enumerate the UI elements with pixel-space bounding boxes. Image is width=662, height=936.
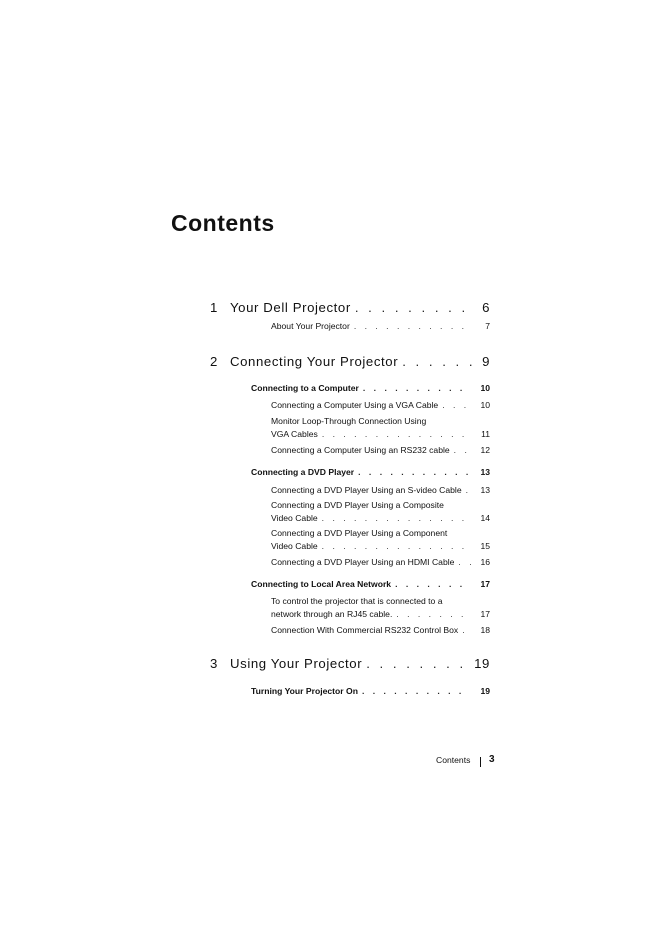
dot-leader — [442, 399, 472, 412]
section-title: Connecting a DVD Player — [251, 467, 355, 477]
chapter-title: Connecting Your Projector — [230, 354, 399, 369]
dot-leader — [362, 686, 470, 696]
section-title: Connecting to Local Area Network — [251, 579, 392, 589]
page-number: 11 — [481, 429, 490, 439]
page-number: 17 — [480, 579, 490, 589]
chapter-number: 1 — [210, 300, 218, 315]
dot-leader — [395, 579, 470, 589]
page-number: 10 — [480, 400, 490, 410]
footer-page-number: 3 — [489, 754, 495, 765]
dot-leader — [363, 383, 470, 393]
subsection-title: Connecting a Computer Using an RS232 cable — [271, 445, 450, 455]
page-number: 9 — [482, 354, 490, 369]
page-number: 14 — [480, 513, 490, 523]
page-title: Contents — [171, 210, 275, 236]
toc-subsection[interactable] — [271, 499, 490, 525]
toc-section[interactable] — [251, 467, 490, 477]
chapter-number: 3 — [210, 656, 218, 671]
dot-leader — [458, 556, 472, 569]
subsection-title: About Your Projector — [271, 321, 350, 331]
toc-section[interactable] — [251, 383, 490, 393]
page-number: 7 — [485, 321, 490, 331]
page-number: 18 — [480, 625, 490, 635]
dot-leader — [355, 300, 472, 315]
subsection-title: Video Cable — [271, 513, 318, 523]
page-number: 17 — [480, 609, 490, 619]
subsection-title: Connecting a Computer Using a VGA Cable — [271, 400, 439, 410]
page-number: 13 — [480, 485, 490, 495]
toc-subsection[interactable] — [271, 556, 490, 569]
page-number: 13 — [480, 467, 490, 477]
toc-chapter[interactable] — [210, 354, 490, 369]
dot-leader — [322, 512, 472, 525]
toc-subsection[interactable] — [271, 415, 490, 441]
chapter-title: Your Dell Projector — [230, 300, 351, 315]
subsection-title: Connecting a DVD Player Using an S-video Cable — [271, 485, 462, 495]
toc-subsection[interactable] — [271, 320, 490, 333]
toc-section[interactable] — [251, 579, 490, 589]
subsection-title: network through an RJ45 cable. — [271, 609, 393, 619]
toc-chapter[interactable] — [210, 300, 490, 315]
dot-leader — [454, 444, 472, 457]
toc-subsection[interactable] — [271, 595, 490, 621]
subsection-title-line: Monitor Loop-Through Connection Using — [271, 416, 427, 426]
subsection-title-line: Connecting a DVD Player Using a Component — [271, 528, 448, 538]
toc-section[interactable] — [251, 686, 490, 696]
toc-subsection[interactable] — [271, 484, 490, 497]
page-number: 10 — [480, 383, 490, 393]
page-number: 6 — [482, 300, 490, 315]
page-number: 12 — [480, 445, 490, 455]
dot-leader — [322, 540, 472, 553]
subsection-title: VGA Cables — [271, 429, 318, 439]
chapter-title: Using Your Projector — [230, 656, 363, 671]
subsection-title-line: To control the projector that is connected to a — [271, 596, 443, 606]
subsection-title-line: Connecting a DVD Player Using a Composite — [271, 500, 444, 510]
subsection-title: Connection With Commercial RS232 Control Box — [271, 625, 459, 635]
footer-divider — [480, 757, 481, 767]
section-title: Turning Your Projector On — [251, 686, 358, 696]
dot-leader — [354, 320, 472, 333]
dot-leader — [462, 624, 472, 637]
footer-label: Contents — [436, 755, 471, 765]
page-number: 15 — [480, 541, 490, 551]
page-number: 16 — [480, 557, 490, 567]
dot-leader — [466, 484, 472, 497]
page-number: 19 — [480, 686, 490, 696]
subsection-title: Video Cable — [271, 541, 318, 551]
toc-subsection[interactable] — [271, 624, 490, 637]
dot-leader — [396, 608, 472, 621]
page-number: 19 — [474, 656, 490, 671]
dot-leader — [366, 656, 470, 671]
chapter-number: 2 — [210, 354, 218, 369]
dot-leader — [358, 467, 470, 477]
subsection-title: Connecting a DVD Player Using an HDMI Cable — [271, 557, 455, 567]
section-title: Connecting to a Computer — [251, 383, 359, 393]
toc-chapter[interactable] — [210, 656, 490, 671]
toc-subsection[interactable] — [271, 399, 490, 412]
toc-subsection[interactable] — [271, 527, 490, 553]
toc-subsection[interactable] — [271, 444, 490, 457]
dot-leader — [322, 428, 472, 441]
dot-leader — [402, 354, 472, 369]
